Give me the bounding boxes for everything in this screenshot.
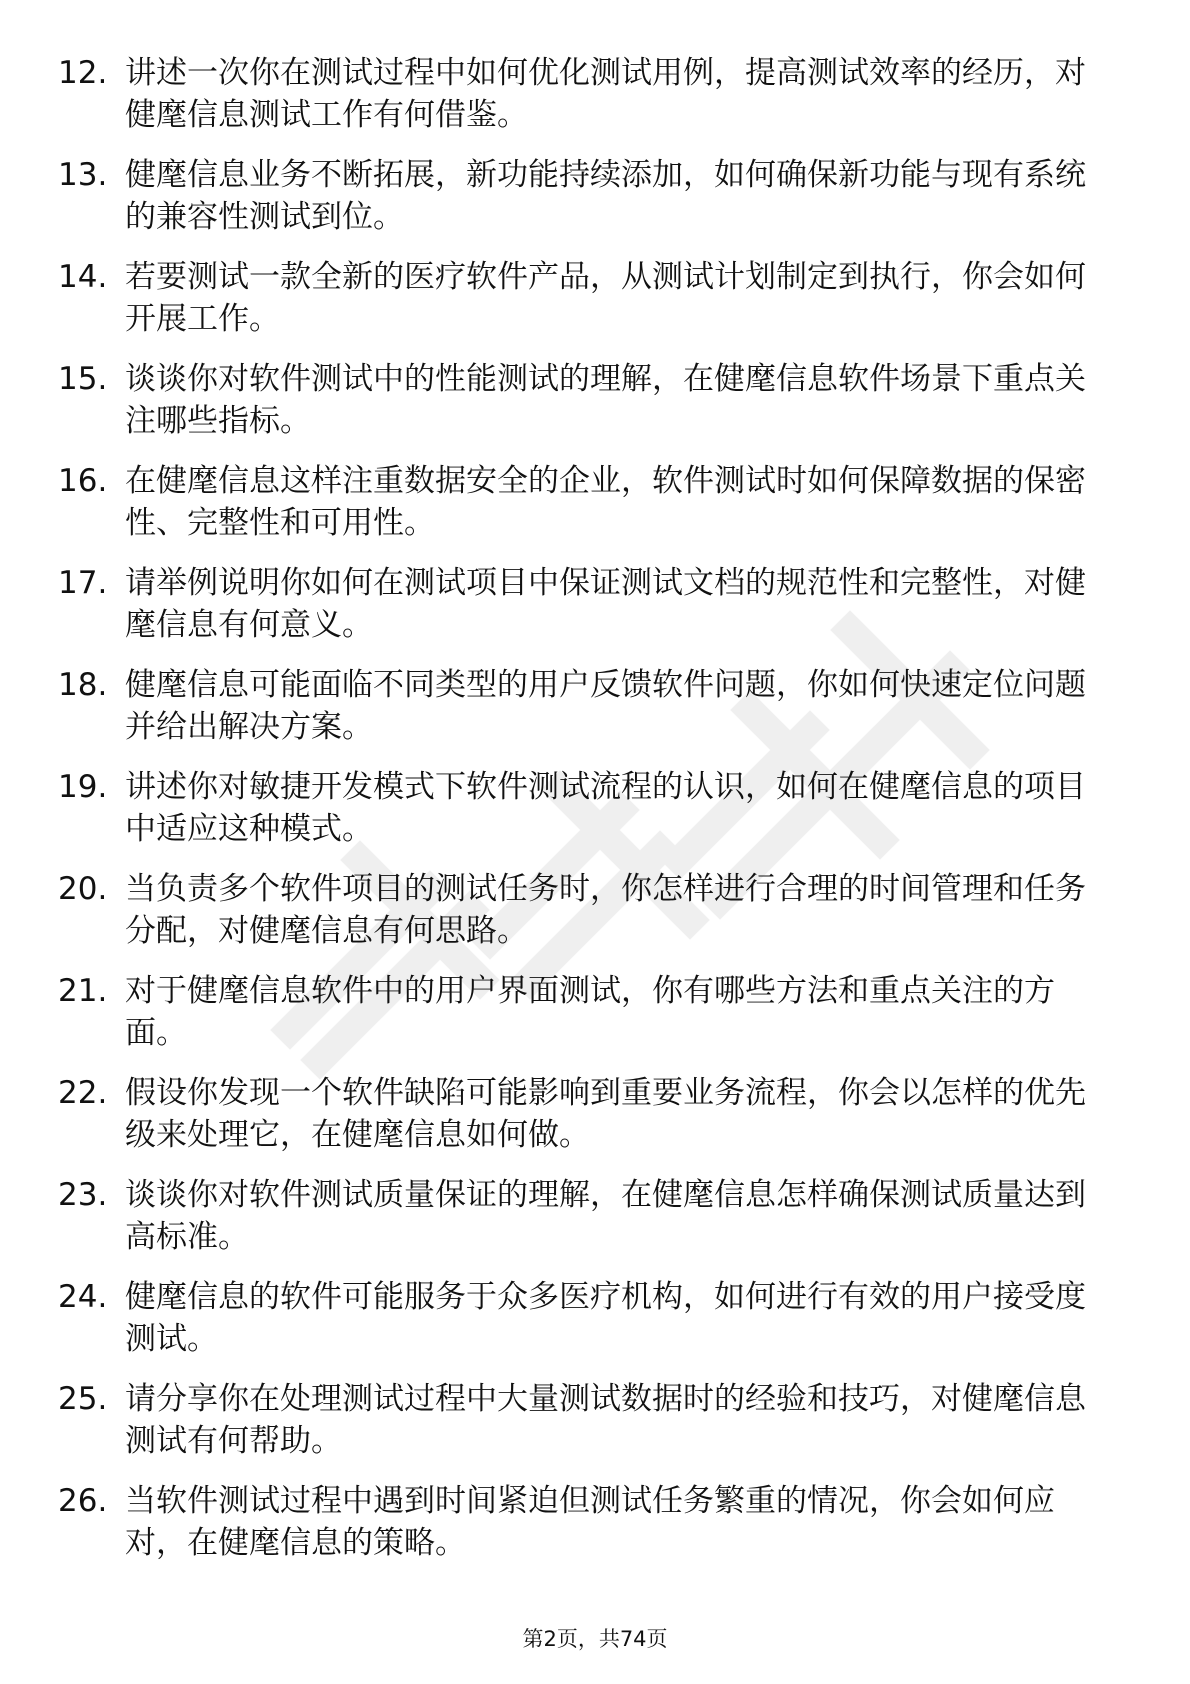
question-number: 19. bbox=[58, 769, 108, 805]
question-number: 20. bbox=[58, 871, 108, 907]
question-text: 若要测试一款全新的医疗软件产品，从测试计划制定到执行，你会如何开展工作。 bbox=[125, 259, 1086, 337]
question-number: 18. bbox=[58, 667, 108, 703]
question-item bbox=[58, 868, 1108, 970]
question-item bbox=[58, 256, 1108, 358]
question-item bbox=[58, 562, 1108, 664]
question-item bbox=[58, 1276, 1108, 1378]
question-item bbox=[58, 460, 1108, 562]
question-number: 23. bbox=[58, 1177, 108, 1213]
question-item bbox=[58, 1480, 1108, 1582]
question-item bbox=[58, 664, 1108, 766]
question-text: 请分享你在处理测试过程中大量测试数据时的经验和技巧，对健麾信息测试有何帮助。 bbox=[125, 1381, 1086, 1459]
question-item bbox=[58, 1174, 1108, 1276]
question-number: 13. bbox=[58, 157, 108, 193]
question-text: 请举例说明你如何在测试项目中保证测试文档的规范性和完整性，对健麾信息有何意义。 bbox=[125, 565, 1086, 643]
question-number: 12. bbox=[58, 55, 108, 91]
question-text: 假设你发现一个软件缺陷可能影响到重要业务流程，你会以怎样的优先级来处理它，在健麾信息如何做。 bbox=[125, 1075, 1086, 1153]
question-text: 讲述一次你在测试过程中如何优化测试用例，提高测试效率的经历，对健麾信息测试工作有何借鉴。 bbox=[125, 55, 1086, 133]
question-number: 25. bbox=[58, 1381, 108, 1417]
question-item bbox=[58, 154, 1108, 256]
page-footer: 第2页，共74页 bbox=[522, 1627, 668, 1651]
question-item bbox=[58, 358, 1108, 460]
question-text: 健麾信息的软件可能服务于众多医疗机构，如何进行有效的用户接受度测试。 bbox=[125, 1279, 1086, 1357]
question-item bbox=[58, 1072, 1108, 1174]
question-text: 谈谈你对软件测试质量保证的理解，在健麾信息怎样确保测试质量达到高标准。 bbox=[125, 1177, 1086, 1255]
question-number: 26. bbox=[58, 1483, 108, 1519]
question-item bbox=[58, 766, 1108, 868]
question-text: 对于健麾信息软件中的用户界面测试，你有哪些方法和重点关注的方面。 bbox=[125, 973, 1055, 1051]
question-text: 谈谈你对软件测试中的性能测试的理解，在健麾信息软件场景下重点关注哪些指标。 bbox=[125, 361, 1086, 439]
question-text: 当软件测试过程中遇到时间紧迫但测试任务繁重的情况，你会如何应对，在健麾信息的策略。 bbox=[125, 1483, 1055, 1561]
question-text: 在健麾信息这样注重数据安全的企业，软件测试时如何保障数据的保密性、完整性和可用性。 bbox=[125, 463, 1086, 541]
question-item bbox=[58, 52, 1108, 154]
question-item bbox=[58, 970, 1108, 1072]
question-text: 当负责多个软件项目的测试任务时，你怎样进行合理的时间管理和任务分配，对健麾信息有何思路。 bbox=[125, 871, 1086, 949]
question-number: 16. bbox=[58, 463, 108, 499]
question-text: 讲述你对敏捷开发模式下软件测试流程的认识，如何在健麾信息的项目中适应这种模式。 bbox=[125, 769, 1086, 847]
question-number: 21. bbox=[58, 973, 108, 1009]
question-number: 14. bbox=[58, 259, 108, 295]
question-list bbox=[58, 52, 1108, 1582]
question-text: 健麾信息业务不断拓展，新功能持续添加，如何确保新功能与现有系统的兼容性测试到位。 bbox=[125, 157, 1086, 235]
question-number: 15. bbox=[58, 361, 108, 397]
question-number: 24. bbox=[58, 1279, 108, 1315]
question-item bbox=[58, 1378, 1108, 1480]
question-text: 健麾信息可能面临不同类型的用户反馈软件问题，你如何快速定位问题并给出解决方案。 bbox=[125, 667, 1086, 745]
question-number: 22. bbox=[58, 1075, 108, 1111]
question-number: 17. bbox=[58, 565, 108, 601]
